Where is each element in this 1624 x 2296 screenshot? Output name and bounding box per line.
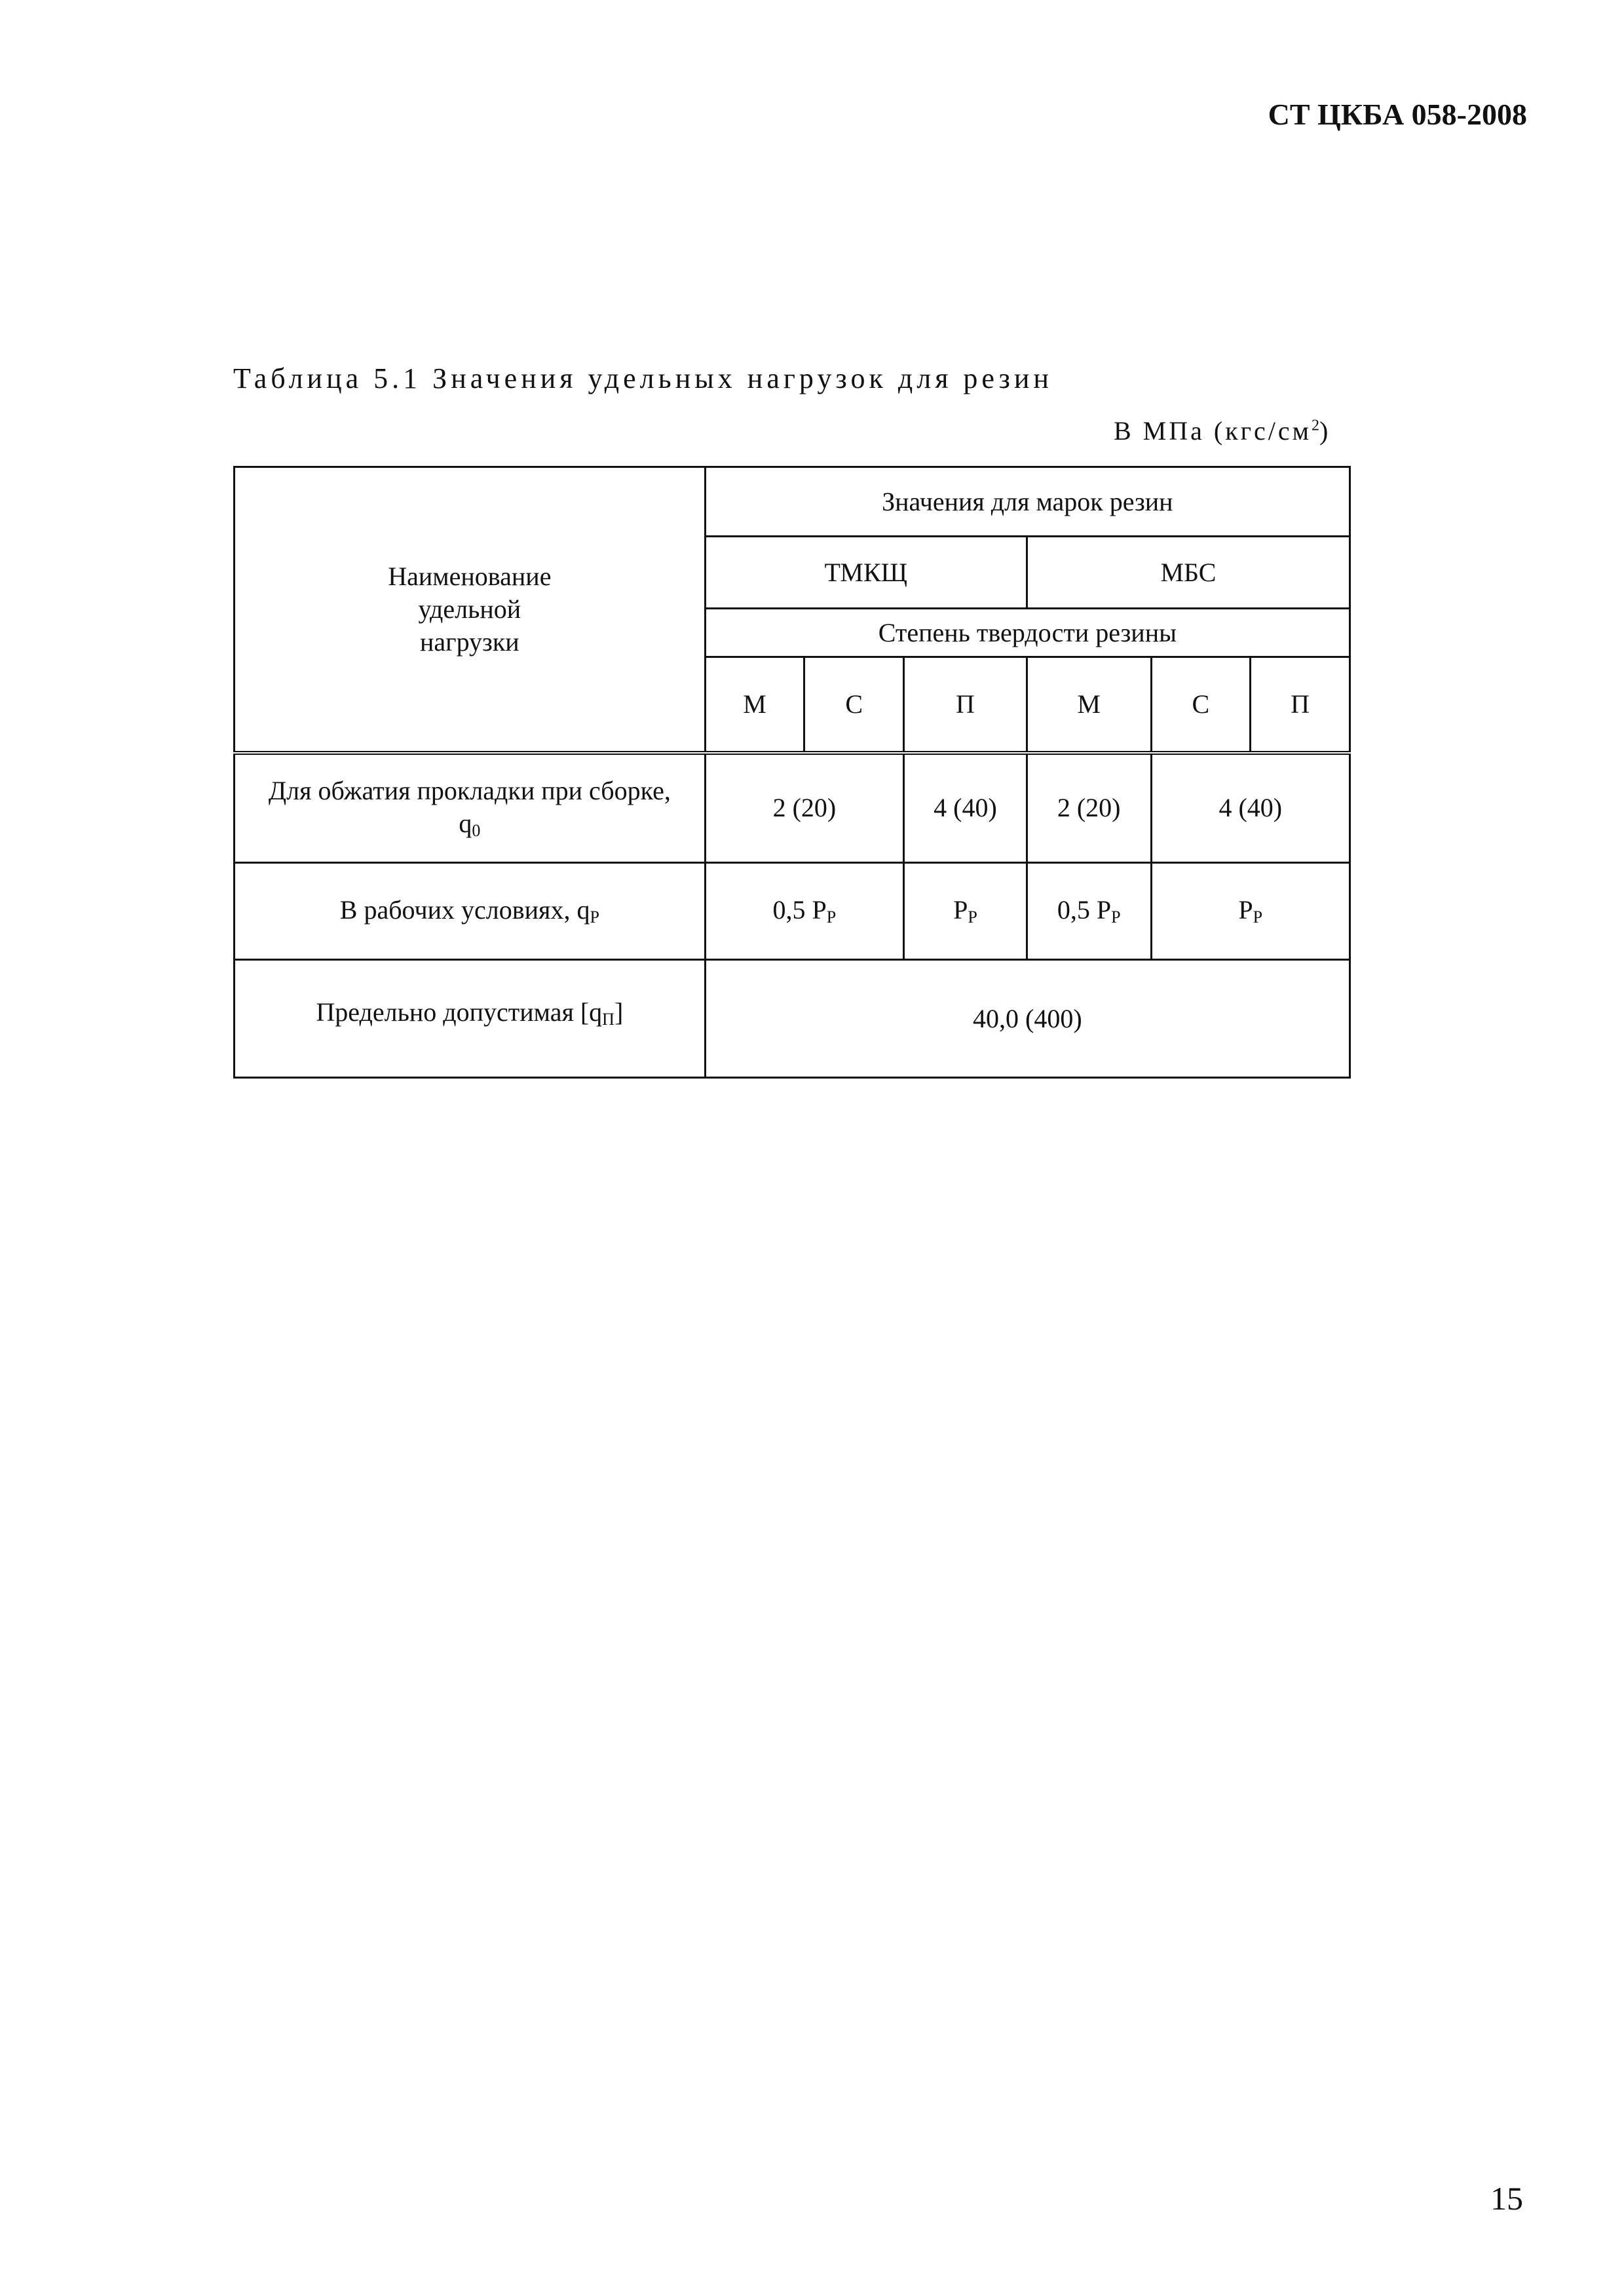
- grade-header-tmkshch: ТМКЩ: [705, 537, 1027, 609]
- row-label-limit: Предельно допустимая $[q_П]$: [235, 960, 706, 1078]
- name-header-cell: [235, 467, 706, 753]
- hardness-level-p: П: [1251, 657, 1350, 753]
- hardness-level-m: М: [705, 657, 804, 753]
- specific-loads-table: [233, 466, 1351, 1079]
- table-cell: $Р_Р$: [904, 863, 1027, 960]
- values-header: Значения для марок резин: [705, 467, 1350, 537]
- hardness-level-s: С: [804, 657, 904, 753]
- name-header-line: удельной: [418, 594, 521, 624]
- row-symbol: $q_0$: [459, 809, 481, 840]
- name-header-line: нагрузки: [420, 626, 519, 657]
- units-prefix: В МПа (кгс/см: [1114, 416, 1312, 446]
- units-sup: 2: [1311, 417, 1319, 434]
- table-cell: 0,5 $Р_Р$: [1027, 863, 1151, 960]
- hardness-level-p: П: [904, 657, 1027, 753]
- hardness-level-m: М: [1027, 657, 1151, 753]
- table-cell: 0,5 $Р_Р$: [705, 863, 903, 960]
- page-number: 15: [1490, 2180, 1523, 2217]
- table-cell: 4 (40): [1151, 753, 1350, 863]
- table-cell-limit-value: 40,0 (400): [705, 960, 1350, 1078]
- table-cell: 2 (20): [705, 753, 903, 863]
- table-cell: 4 (40): [904, 753, 1027, 863]
- table-cell: 2 (20): [1027, 753, 1151, 863]
- row-label-text: Для обжатия прокладки при сборке,: [268, 776, 671, 805]
- name-header-line: Наименование: [388, 561, 552, 591]
- table-caption: Таблица 5.1 Значения удельных нагрузок для резин: [233, 362, 1053, 394]
- document-code: СТ ЦКБА 058-2008: [1268, 98, 1527, 131]
- units-suffix: ): [1319, 416, 1331, 446]
- units-note: [1114, 415, 1331, 446]
- hardness-level-s: С: [1151, 657, 1251, 753]
- row-label-working: В рабочих условиях, $q_Р$: [235, 863, 706, 960]
- row-label-assembly: [235, 753, 706, 863]
- table-cell: $Р_Р$: [1151, 863, 1350, 960]
- hardness-header: Степень твердости резины: [705, 609, 1350, 657]
- grade-header-mbs: МБС: [1027, 537, 1350, 609]
